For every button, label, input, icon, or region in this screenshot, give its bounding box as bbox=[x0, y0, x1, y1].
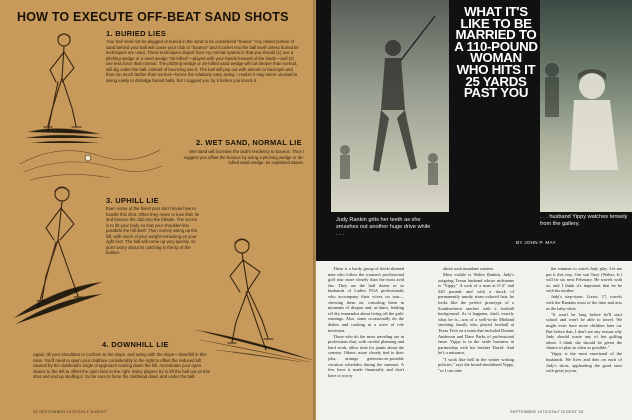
headline: WHAT IT'S LIKE TO BE MARRIED TO A 110-POUND WOMAN WHO HITS IT 25 YARDS PAST YOU bbox=[454, 4, 538, 101]
body-column-3 bbox=[546, 266, 622, 404]
tip-heading-uphill-lie: 3. UPHILL LIE bbox=[106, 196, 159, 205]
golfer-illustration-downhill-lie bbox=[196, 232, 314, 362]
body-paragraph: about such mundane matters. bbox=[443, 266, 495, 271]
body-paragraph: Judy's step-sister, Lizzie, 17, travels with the Rankins most of the time and acts as the baby-sitter. bbox=[546, 294, 622, 311]
article-title: HOW TO EXECUTE OFF-BEAT SAND SHOTS bbox=[17, 10, 289, 24]
byline: BY JOHN P. MAY bbox=[516, 240, 556, 245]
tip-heading-downhill-lie: 4. DOWNHILL LIE bbox=[102, 340, 169, 349]
body-paragraph: "I work like hell in the winter writing policies," says the broad-shouldered Yippy, "so I can take bbox=[438, 356, 514, 373]
spectator-photo-figure bbox=[540, 0, 632, 212]
body-paragraph: There is a hardy group of thick-skinned men who follow the women's professional golf tour more closely than the most avid fan. They are the half dozen or so husbands of Ladies PGA professionals who accompany their wives on tour—cheering them on, consoling them in moments of despair and, at times, fending off dry innuendos about living off the girls' earnings. Also, some occasionally do the dishes and cooking in a wave of role inversion. bbox=[328, 266, 404, 333]
body-column-1 bbox=[328, 266, 404, 404]
photo-block bbox=[316, 0, 632, 261]
tip-body-buried-lies: Your ball need not be plugged or buried in the sand to be considered "buried." Any raised portion of sand behind your ball will cause your club to "bounce" and ricochet into the ball itself unless buried lie techniques are used. These techniques depart from my normal system in that you should (1) use a pitching wedge or a sand wedge "de-lofted"—played with your hands forward of the blade—and (2) use less force than normal. The pitching wedge or de-lofted sand wedge will cut deeper than normal, will dig under the ball, instead of bouncing into it. The ball will pop out with almost no backspin and thus run much farther than normal—hence the relatively easy swing. I realize it may seem unusual to swing easily to dislodge buried balls, but I suggest you try it before you knock it. bbox=[106, 39, 299, 83]
golfer-illustration-uphill-lie bbox=[12, 178, 104, 326]
photo-judy-rankin-driving bbox=[331, 0, 449, 212]
tip-heading-wet-sand: 2. WET SAND, NORMAL LIE bbox=[196, 138, 302, 147]
right-page bbox=[316, 0, 632, 420]
buried-ball-sketch bbox=[18, 124, 168, 184]
body-column-2 bbox=[438, 266, 514, 404]
body-paragraph: the summer to watch Judy play. Let me put it this way. Our son Tuey (Walter, Jr.) will be six next February. He travels with us, and I think it's important that he be with his mother. bbox=[546, 266, 622, 294]
page-gutter bbox=[313, 0, 319, 420]
tip-body-uphill-lie: Even some of the finest pros don't know how to handle this shot. Often they move or lose their lie and bounce the club into the hillside. The secret is to tilt your body so that your shoulder-line parallels the hill itself. Then merely swing up the hill, with much of your weight remaining on your right foot. The ball will come up very quickly, so don't worry about its catching in the lip of the bunker. bbox=[106, 206, 200, 255]
body-paragraph: Most visible is Walter Rankin, Judy's outgoing Texan husband whose nickname is "Yippy." A rock of a man at 6'-2" and 220 pounds and with a shock of permanently unruly straw-colored hair, he looks like the perfect prototype of a Southwestern rancher with a football background. As it happens, that's exactly what he is—son of a well-to-do Midland ranching family who played football at Texas Tech on a team that included Donnie Anderson and Dave Parks of professional fame. Yippy is in the cattle business in partnership with his brother David. And he's a nuisance. bbox=[438, 272, 514, 356]
caption-right: . . . husband Yippy watches tensely from the gallery. bbox=[540, 214, 628, 228]
body-paragraph: "It won't be long before he'll start school and won't be able to travel. We might even have more children later on. But before that, I don't see any reason why Judy should waste any of her golfing talent. I think she should be given the chance to play as often as possible." bbox=[546, 311, 622, 351]
tip-heading-buried-lies: 1. BURIED LIES bbox=[106, 29, 167, 38]
caption-left: Judy Rankin grits her teeth as she smashes out another huge drive while . . . bbox=[336, 217, 431, 238]
body-paragraph: Yippy is the most emotional of the husbands. He lives and dies on each of Judy's shots, applauding the good ones with great joyous bbox=[546, 351, 622, 374]
golfer-swing-photo-figure bbox=[331, 0, 449, 212]
tip-body-wet-sand: Wet sand will increase the club's tendency to bounce. Thus I suggest you offset the bounce by using a pitching wedge or de-lofted sand wedge, as explained above. bbox=[183, 149, 304, 165]
body-paragraph: Those who do the most traveling are in professions that, with careful planning and hard work, allow time for jaunts about the country. Others, more closely tied to their jobs, arrange generous-as-possible vacation schedules during the summer. A few have it made financially and don't have to worry bbox=[328, 333, 404, 378]
tip-body-downhill-lie: Again, tilt your shoulders to conform to the slope, and swing with the slope—downhill in this case. You'll need to open your clubface considerably to the right to offset the reduced loft caused by the clubhead's angle of approach coming down the hill. Accentuate your open stance to the left to offset the open face to the right. Many players try to lift the ball out on this shot and end up skulling it. So be sure to force the clubhead down and under the ball. bbox=[33, 352, 210, 379]
photo-yippy-watching bbox=[540, 0, 632, 212]
right-page-folio: SEPTEMBER 1972/GOLF DIGEST 33 bbox=[510, 410, 584, 414]
left-page-folio: 32 SEPTEMBER 1972/GOLF DIGEST bbox=[33, 410, 107, 414]
